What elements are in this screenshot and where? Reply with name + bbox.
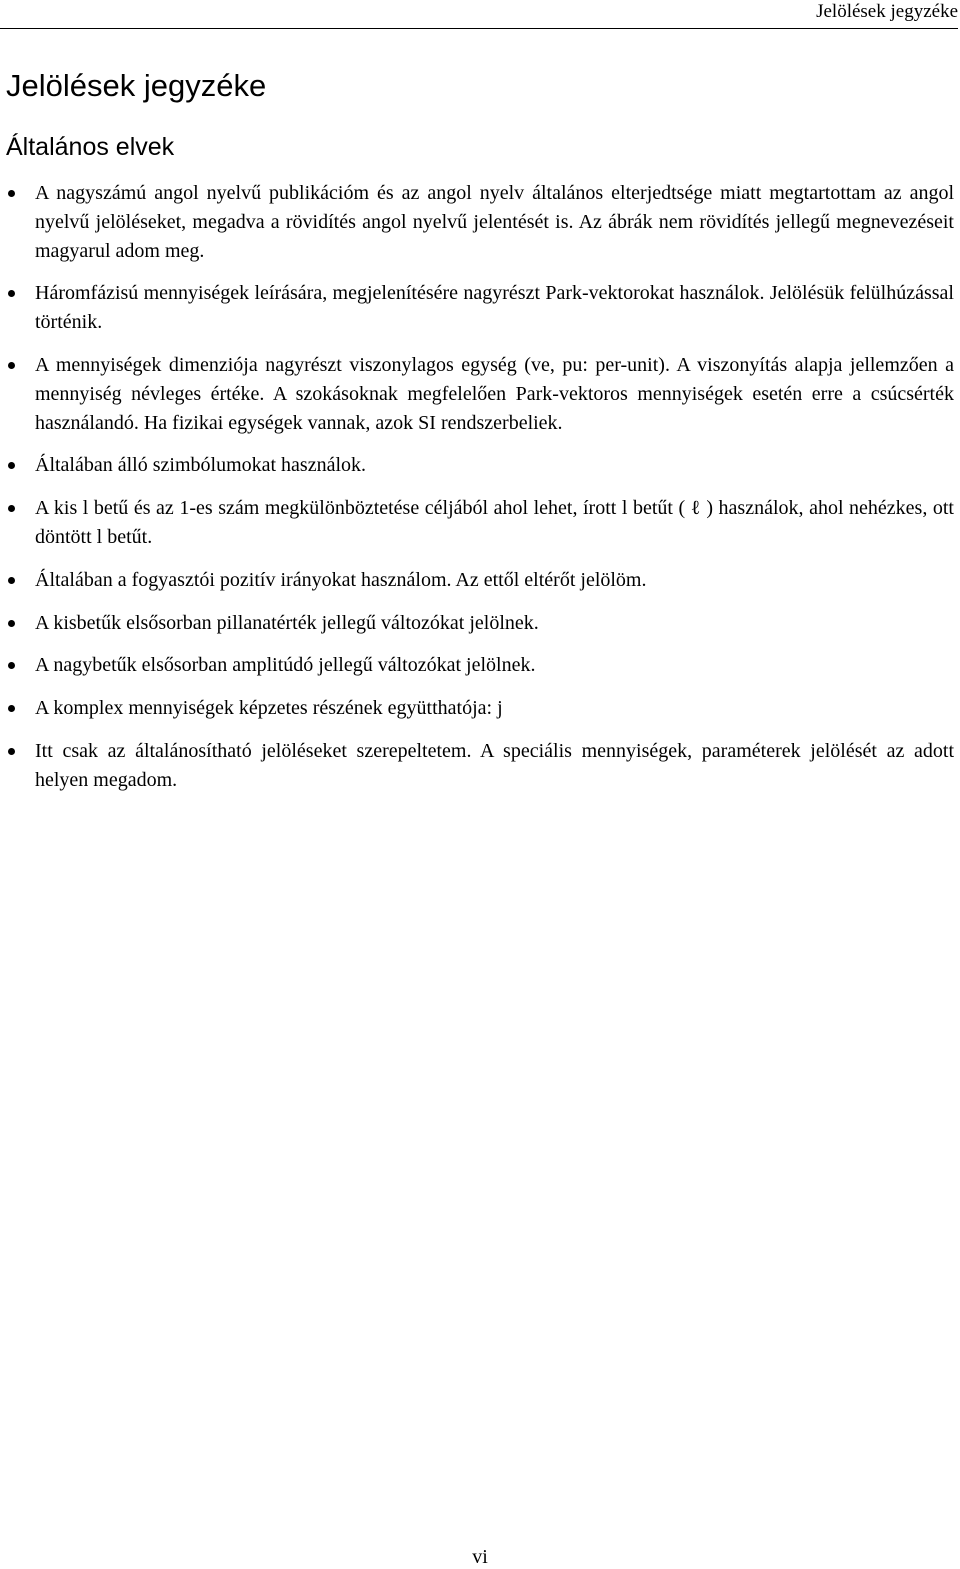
list-item-text: Háromfázisú mennyiségek leírására, megjelenítésére nagyrészt Park-vektorokat használok. Jelölésük felülhúzással történik. bbox=[35, 282, 954, 334]
list-item bbox=[0, 566, 960, 595]
list-item bbox=[0, 279, 960, 337]
list-item-text: A kisbetűk elsősorban pillanatérték jellegű változókat jelölnek. bbox=[35, 611, 539, 634]
page-title: Jelölések jegyzéke bbox=[6, 68, 267, 103]
list-item-text: A komplex mennyiségek képzetes részének együtthatója: j bbox=[35, 697, 503, 720]
list-item-text: A nagybetűk elsősorban amplitúdó jellegű változókat jelölnek. bbox=[35, 654, 536, 677]
list-item-text: A kis l betű és az 1-es szám megkülönböztetése céljából ahol lehet, írott l betűt ( ℓ ) használok, ahol nehézkes, ott döntött l betűt. bbox=[35, 497, 954, 548]
running-header-title: Jelölések jegyzéke bbox=[816, 1, 958, 22]
list-item bbox=[0, 179, 960, 265]
list-item-text: Általában álló szimbólumokat használok. bbox=[35, 454, 367, 477]
list-item bbox=[0, 451, 960, 480]
running-header bbox=[0, 0, 958, 29]
bullet-list bbox=[0, 179, 960, 809]
list-item bbox=[0, 651, 960, 680]
list-item-text: A mennyiségek dimenziója nagyrészt viszonylagos egység (ve, pu: per-unit). A viszonyítás alapja jellemzően a mennyiség névleges értéke. A szokásoknak megfelelően Park-vektoros mennyiségek esetén erre a csúcsérték használandó. Ha fizikai egységek vannak, azok SI rendszerbeliek. bbox=[35, 353, 954, 434]
list-item bbox=[0, 494, 960, 552]
list-item bbox=[0, 737, 960, 795]
list-item-text: A nagyszámú angol nyelvű publikációm és az angol nyelv általános elterjedtsége miatt megtartottam az angol nyelvű jelöléseket, megadva a rövidítés angol nyelvű jelentését is. Az ábrák nem rövidítés jellegű megnevezéseit magyarul adom meg. bbox=[35, 182, 954, 262]
list-item-text: Általában a fogyasztói pozitív irányokat használom. Az ettől eltérőt jelölöm. bbox=[35, 568, 647, 591]
list-item-text: Itt csak az általánosítható jelöléseket szerepeltetem. A speciális mennyiségek, paraméterek jelölését az adott helyen megadom. bbox=[35, 739, 954, 791]
list-item bbox=[0, 351, 960, 437]
list-item bbox=[0, 694, 960, 723]
page-number: vi bbox=[472, 1546, 488, 1568]
list-item bbox=[0, 609, 960, 638]
section-heading: Általános elvek bbox=[6, 133, 175, 161]
